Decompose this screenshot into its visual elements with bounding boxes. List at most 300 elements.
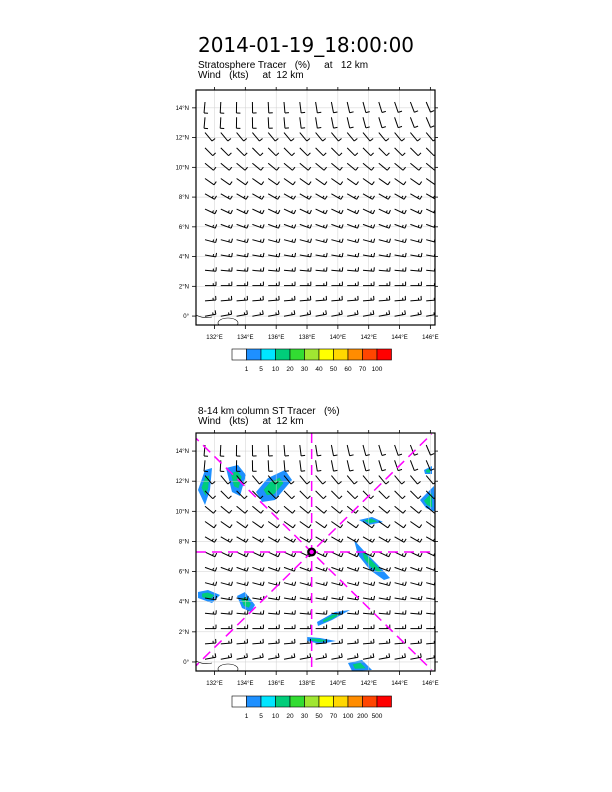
wind-barb — [284, 445, 289, 456]
wind-barb — [268, 194, 280, 200]
wind-barb — [221, 239, 233, 243]
wind-barb — [347, 179, 358, 185]
wind-barb — [316, 567, 328, 571]
wind-barb — [331, 460, 337, 471]
colorbar-swatch — [247, 349, 262, 360]
wind-barb — [252, 567, 264, 571]
wind-barb — [395, 491, 406, 499]
colorbar-swatch — [305, 696, 320, 707]
wind-barb — [379, 253, 391, 257]
y-tick-label: 10°N — [175, 509, 189, 516]
wind-barb — [221, 282, 232, 286]
wind-barb — [426, 267, 437, 271]
wind-barb — [410, 310, 421, 316]
wind-barb — [347, 567, 359, 571]
wind-barb — [284, 102, 289, 113]
wind-barb — [331, 445, 337, 456]
wind-barb — [284, 253, 296, 257]
wind-barb — [284, 117, 289, 128]
wind-barb — [395, 117, 402, 127]
wind-barb — [284, 582, 296, 586]
wind-barb — [410, 639, 421, 644]
wind-barb — [379, 239, 391, 243]
wind-barb — [410, 460, 418, 470]
wind-barb — [379, 224, 391, 228]
wind-barb — [347, 163, 358, 170]
wind-barb — [284, 224, 296, 228]
wind-barb — [220, 102, 224, 113]
wind-barb — [252, 476, 262, 484]
wind-barb — [221, 522, 232, 528]
wind-barb — [410, 209, 422, 214]
y-tick-label: 6°N — [178, 569, 189, 576]
wind-barb — [221, 506, 232, 513]
wind-barb — [379, 610, 390, 614]
wind-barb — [205, 253, 217, 257]
wind-barb — [237, 552, 249, 557]
wind-barb — [237, 253, 249, 257]
y-tick-label: 14°N — [175, 105, 189, 112]
wind-barb — [331, 179, 342, 185]
wind-barb — [410, 491, 421, 499]
y-tick-label: 8°N — [178, 195, 189, 202]
wind-barb — [316, 476, 326, 484]
tracer-region — [317, 610, 350, 626]
wind-barb — [379, 267, 390, 271]
colorbar-swatch — [290, 349, 305, 360]
wind-barb — [236, 445, 240, 456]
wind-barb — [205, 133, 215, 141]
wind-barb — [268, 460, 273, 471]
colorbar-swatch — [247, 696, 262, 707]
wind-barb — [300, 102, 305, 113]
wind-barb — [252, 148, 263, 156]
wind-barb — [284, 506, 295, 513]
wind-barb — [300, 253, 312, 257]
x-tick-label: 138°E — [298, 335, 316, 341]
wind-barb — [426, 194, 438, 200]
colorbar-label: 50 — [315, 713, 323, 720]
wind-barb — [252, 310, 263, 316]
wind-barb — [268, 209, 280, 214]
wind-barb — [237, 310, 248, 316]
wind-barb — [395, 552, 407, 557]
wind-barb — [410, 552, 422, 557]
wind-barb — [316, 310, 327, 316]
wind-barb — [331, 296, 342, 301]
colorbar-swatch — [363, 696, 378, 707]
wind-barb — [300, 653, 311, 659]
wind-barb — [316, 179, 327, 185]
y-tick-label: 12°N — [175, 479, 189, 486]
wind-barb — [379, 310, 390, 316]
wind-barb — [252, 239, 264, 243]
wind-barb — [379, 163, 390, 170]
wind-barb — [331, 625, 342, 629]
wind-barb — [331, 491, 342, 499]
wind-barb — [395, 209, 407, 214]
wind-barb — [284, 552, 296, 557]
wind-barb — [284, 163, 295, 170]
colorbar-label: 50 — [329, 366, 338, 373]
wind-barb — [252, 522, 263, 528]
colorbar-label: 70 — [329, 713, 338, 720]
colorbar-label: 70 — [358, 366, 367, 373]
wind-barb — [300, 224, 312, 228]
wind-barb — [347, 460, 353, 471]
wind-barb — [331, 148, 342, 156]
main-title: 2014-01-19_18:00:00 — [197, 33, 415, 57]
wind-barb — [379, 296, 390, 301]
wind-barb — [237, 267, 248, 271]
wind-barb — [252, 506, 263, 513]
colorbar-label: 100 — [371, 366, 383, 373]
wind-barb — [252, 552, 264, 557]
wind-barb — [221, 639, 232, 644]
wind-barb — [410, 296, 421, 301]
wind-barb — [331, 117, 337, 128]
wind-barb — [300, 282, 311, 286]
wind-barb — [268, 506, 279, 513]
y-tick-label: 2°N — [178, 284, 189, 291]
wind-barb — [395, 506, 406, 513]
y-tick-label: 0° — [183, 659, 189, 666]
wind-barb — [379, 282, 390, 286]
wind-barb — [331, 567, 343, 571]
wind-barb — [347, 296, 358, 301]
wind-barb — [316, 148, 327, 156]
wind-barb — [410, 610, 421, 614]
wind-barb — [300, 296, 311, 301]
wind-barb — [331, 310, 342, 316]
wind-barb — [221, 194, 233, 200]
wind-barb — [268, 102, 273, 113]
colorbar-label: 30 — [300, 713, 309, 720]
wind-barb — [347, 267, 358, 271]
wind-barb — [347, 117, 353, 128]
panel2-subtitle-wind: Wind (kts) at 12 km — [198, 416, 304, 427]
wind-barb — [316, 253, 328, 257]
wind-barb — [347, 148, 358, 156]
wind-barb — [300, 148, 311, 156]
wind-barb — [316, 296, 327, 301]
wind-barb — [221, 610, 232, 614]
wind-barb — [252, 639, 263, 644]
wind-barb — [426, 239, 438, 243]
wind-barb — [379, 117, 386, 128]
wind-barb — [205, 194, 217, 200]
wind-barb — [347, 522, 358, 528]
panel1-subtitle-tracer: Stratosphere Tracer (%) at 12 km — [198, 60, 369, 71]
wind-barb — [237, 522, 248, 528]
wind-barb — [395, 267, 406, 271]
colorbar-label: 1 — [244, 713, 249, 720]
wind-barb — [316, 625, 327, 629]
wind-barb — [316, 491, 327, 499]
wind-barb — [221, 625, 232, 629]
wind-barb — [252, 117, 256, 128]
wind-barb — [379, 148, 390, 156]
wind-barb — [268, 253, 280, 257]
wind-barb — [379, 209, 391, 214]
wind-barb — [284, 239, 296, 243]
wind-barb — [316, 117, 322, 128]
wind-barb — [395, 148, 406, 156]
wind-barb — [268, 625, 279, 629]
wind-barb — [316, 653, 327, 659]
panel-1 — [176, 87, 439, 373]
wind-barb — [205, 310, 216, 316]
wind-barb — [252, 625, 263, 629]
wind-barb — [410, 282, 421, 286]
wind-barb — [268, 567, 280, 571]
wind-barb — [347, 133, 357, 141]
wind-barb — [205, 582, 217, 586]
wind-barb — [236, 117, 240, 128]
wind-barb — [331, 282, 342, 286]
y-tick-label: 4°N — [178, 599, 189, 606]
wind-barb — [284, 639, 295, 644]
wind-barb — [410, 163, 421, 170]
wind-barb — [268, 310, 279, 316]
wind-barb — [221, 209, 233, 214]
wind-barb — [284, 653, 295, 659]
wind-barb — [331, 267, 342, 271]
wind-barb — [395, 582, 407, 586]
colorbar-label: 10 — [271, 366, 280, 373]
wind-barb — [410, 567, 422, 571]
wind-barb — [395, 194, 407, 200]
wind-barb — [237, 567, 249, 571]
wind-barb — [221, 253, 233, 257]
wind-barb — [236, 102, 240, 113]
wind-barb — [363, 491, 374, 499]
wind-barb — [395, 282, 406, 286]
x-tick-label: 138°E — [298, 681, 316, 687]
wind-barb — [300, 506, 311, 513]
wind-barb — [347, 239, 359, 243]
wind-barb — [268, 148, 279, 156]
wind-barb — [395, 163, 406, 170]
wind-barb — [221, 148, 232, 156]
colorbar-swatch — [276, 349, 291, 360]
wind-barb — [300, 239, 312, 243]
y-tick-label: 14°N — [175, 449, 189, 456]
wind-barb — [331, 102, 337, 113]
wind-barb — [300, 567, 312, 571]
wind-barb — [395, 102, 402, 112]
wind-barb — [205, 224, 217, 228]
wind-barb — [331, 253, 343, 257]
wind-barb — [300, 267, 311, 271]
wind-barb — [363, 653, 374, 659]
map-area — [196, 90, 438, 328]
y-tick-label: 2°N — [178, 629, 189, 636]
wind-barb — [316, 460, 322, 471]
wind-barb — [284, 282, 295, 286]
wind-barb — [221, 267, 232, 271]
wind-barb — [205, 209, 217, 214]
wind-barb — [410, 596, 422, 600]
wind-barb — [268, 239, 280, 243]
wind-barb — [363, 310, 374, 316]
wind-barb — [300, 625, 311, 629]
wind-barb — [410, 194, 422, 200]
x-tick-label: 132°E — [206, 335, 223, 341]
wind-barb — [395, 296, 406, 301]
wind-barb — [284, 567, 296, 571]
wind-barb — [410, 179, 421, 185]
wind-barb — [300, 310, 311, 316]
wind-barb — [395, 445, 402, 455]
wind-barb — [379, 102, 386, 113]
wind-barb — [268, 552, 280, 557]
wind-barb — [252, 267, 263, 271]
colorbar-swatch — [232, 349, 247, 360]
wind-barb — [395, 625, 406, 629]
colorbar-swatch — [319, 349, 334, 360]
wind-barb — [410, 224, 422, 228]
wind-barb — [268, 445, 273, 456]
wind-barb — [331, 224, 343, 228]
wind-barb — [426, 209, 438, 214]
wind-barb — [284, 296, 295, 301]
wind-barb — [363, 148, 374, 156]
wind-barb — [395, 179, 406, 185]
wind-barb — [221, 552, 233, 557]
wind-barb — [268, 179, 279, 185]
y-tick-label: 4°N — [178, 254, 189, 261]
wind-barb — [252, 653, 263, 659]
wind-barb — [426, 552, 438, 557]
wind-barb — [284, 310, 295, 316]
wind-barb — [300, 476, 310, 484]
wind-barb — [268, 133, 278, 141]
wind-barb — [410, 476, 420, 484]
colorbar-swatch — [363, 349, 378, 360]
wind-barb — [268, 639, 279, 644]
center-marker-inner — [309, 550, 313, 554]
wind-barb — [426, 567, 438, 571]
wind-barb — [221, 179, 232, 185]
wind-barb — [205, 552, 217, 557]
wind-barb — [221, 596, 233, 600]
wind-barb — [347, 102, 353, 113]
wind-barb — [410, 653, 421, 659]
wind-barb — [237, 163, 248, 170]
x-tick-label: 132°E — [206, 681, 223, 687]
wind-barb — [316, 445, 322, 456]
wind-barb — [221, 582, 233, 586]
wind-barb — [300, 194, 312, 200]
colorbar-label: 20 — [286, 366, 294, 373]
x-tick-label: 134°E — [237, 335, 254, 341]
wind-barb — [237, 224, 249, 228]
colorbar-label: 100 — [342, 713, 354, 720]
map-frame — [196, 90, 435, 325]
wind-barb — [300, 610, 311, 614]
wind-barb — [300, 522, 311, 528]
wind-barb — [379, 506, 390, 513]
wind-barb — [237, 506, 248, 513]
x-tick-label: 146°E — [422, 681, 439, 687]
panel2-subtitle-tracer: 8-14 km column ST Tracer (%) — [198, 406, 340, 417]
wind-barb — [395, 653, 406, 659]
x-tick-label: 136°E — [267, 681, 285, 687]
wind-barb — [331, 133, 341, 141]
wind-barb — [331, 194, 343, 200]
wind-barb — [300, 445, 305, 456]
colorbar-label: 40 — [315, 366, 323, 373]
wind-barb — [426, 596, 438, 600]
wind-barb — [237, 653, 248, 659]
wind-barb — [252, 194, 264, 200]
wind-barb — [347, 610, 358, 614]
wind-barb — [410, 133, 420, 141]
wind-barb — [347, 253, 359, 257]
wind-barb — [347, 282, 358, 286]
colorbar-label: 5 — [259, 713, 263, 720]
wind-barb — [268, 522, 279, 528]
wind-barb — [300, 491, 311, 499]
wind-barb — [395, 253, 407, 257]
wind-barb — [316, 267, 327, 271]
colorbar-swatch — [334, 696, 349, 707]
wind-barb — [395, 239, 407, 243]
colorbar-swatch — [348, 349, 363, 360]
wind-barb — [237, 296, 248, 301]
wind-barb — [316, 163, 327, 170]
wind-barb — [426, 224, 438, 228]
wind-barb — [221, 296, 232, 301]
panel-2 — [176, 430, 439, 720]
wind-barb — [237, 179, 248, 185]
colorbar-label: 5 — [259, 366, 263, 373]
wind-barb — [347, 491, 358, 499]
wind-barb — [410, 102, 418, 112]
wind-barb — [252, 209, 264, 214]
wind-barb — [252, 282, 263, 286]
wind-barb — [379, 596, 391, 600]
colorbar-label: 60 — [344, 366, 352, 373]
y-tick-label: 0° — [183, 314, 189, 321]
y-tick-label: 10°N — [175, 165, 189, 172]
wind-barb — [300, 209, 312, 214]
wind-barb — [268, 117, 273, 128]
colorbar — [232, 349, 392, 373]
colorbar-label: 30 — [300, 366, 309, 373]
colorbar-label: 500 — [371, 713, 383, 720]
wind-barb — [284, 148, 295, 156]
wind-barb — [379, 582, 391, 586]
wind-barb — [316, 194, 328, 200]
wind-barb — [347, 582, 359, 586]
y-tick-label: 6°N — [178, 224, 189, 231]
wind-barb — [395, 567, 407, 571]
wind-barb — [205, 567, 217, 571]
wind-barb — [204, 117, 208, 128]
wind-barb — [331, 653, 342, 659]
wind-barb — [205, 148, 216, 156]
wind-barb — [300, 460, 305, 471]
wind-barb — [284, 194, 296, 200]
wind-barb — [221, 163, 232, 170]
wind-barb — [347, 476, 357, 484]
wind-barb — [284, 209, 296, 214]
wind-barb — [252, 610, 263, 614]
wind-barb — [316, 552, 328, 557]
wind-barb — [237, 282, 248, 286]
